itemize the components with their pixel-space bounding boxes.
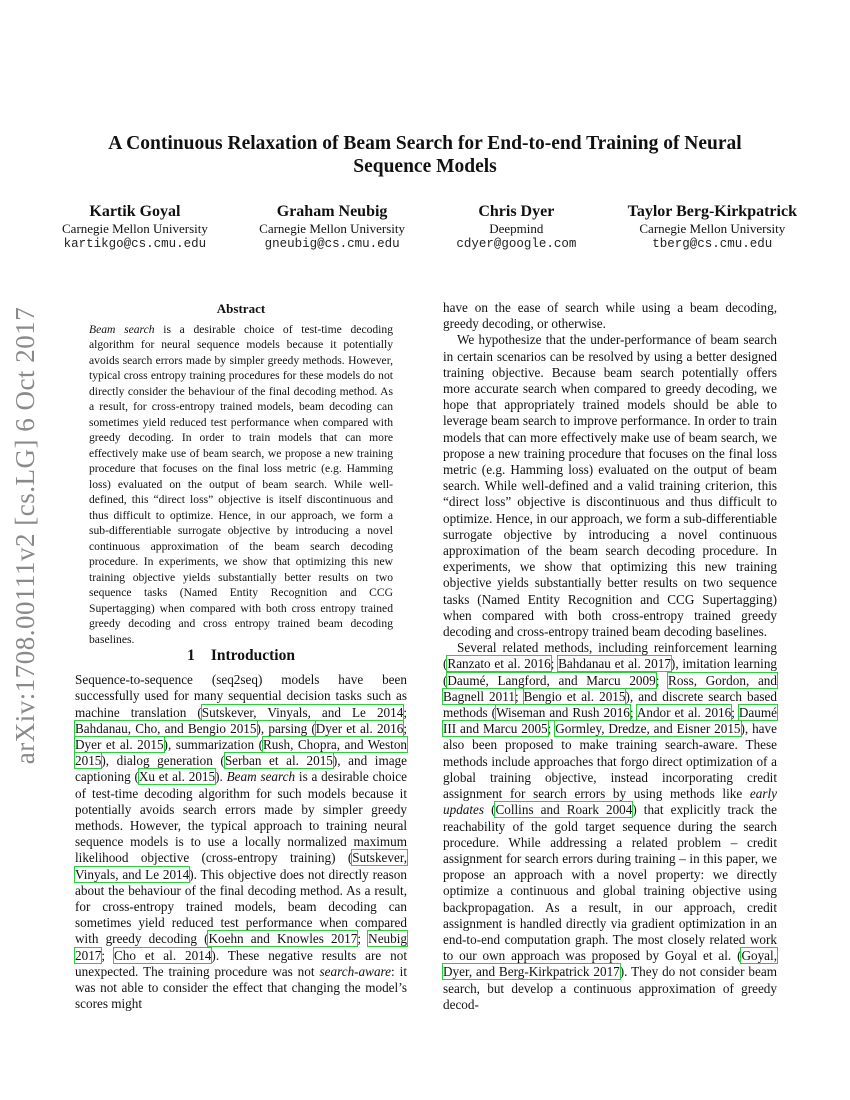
citation-link[interactable]: Bengio et al. 2015 bbox=[523, 688, 626, 704]
text-run: ), have also been proposed to make training search-aware. These methods include approaches that forgo direct optimization of a global training objective, instead incorporating credit assignment for search errors by using methods like bbox=[443, 721, 777, 802]
arxiv-id: arXiv:1708.00111v2 [cs.LG] 6 Oct 2017 bbox=[10, 306, 41, 764]
author-name: Chris Dyer bbox=[478, 203, 555, 220]
text-run: ). This objective does not directly reason about the behaviour of the final decoding method. As a result, for cross-entropy trained models, beam decoding can sometimes yield reduced test performance when compared with greedy decoding ( bbox=[75, 866, 407, 947]
text-run: ; bbox=[514, 688, 524, 704]
citation-link[interactable]: Neubig 2017 bbox=[75, 931, 407, 963]
text-run: ), summarization ( bbox=[163, 737, 263, 753]
emphasis: Beam search bbox=[226, 769, 296, 785]
citation-link[interactable]: Sutskever, Vinyals, and Le 2014 bbox=[201, 704, 404, 720]
text-run: ; bbox=[403, 704, 407, 720]
author-affiliation: Carnegie Mellon University bbox=[639, 221, 786, 236]
text-run: : it was not able to consider the effect that changing the model’s scores might bbox=[75, 963, 408, 1012]
citation-link[interactable]: Ranzato et al. 2016 bbox=[447, 656, 551, 672]
citation-link[interactable]: Bahdanau, Cho, and Bengio 2015 bbox=[75, 720, 257, 736]
author-name: Taylor Berg-Kirkpatrick bbox=[627, 203, 797, 220]
text-run: ( bbox=[484, 802, 496, 818]
emphasis: search-aware bbox=[319, 963, 392, 979]
emphasis: early updates bbox=[443, 786, 777, 818]
citation-link[interactable]: Daumé III and Marcu 2005 bbox=[443, 705, 777, 737]
citation-link[interactable]: Cho et al. 2014 bbox=[113, 947, 212, 963]
citation-link[interactable]: Goyal, Dyer, and Berg-Kirkpatrick 2017 bbox=[443, 948, 777, 980]
text-run: ), and image captioning ( bbox=[75, 753, 408, 785]
author-list bbox=[62, 203, 797, 252]
citation-link[interactable]: Gormley, Dredze, and Eisner 2015 bbox=[555, 721, 741, 737]
citation-link[interactable]: Rush, Chopra, and Weston 2015 bbox=[75, 737, 408, 769]
text-run: ; bbox=[101, 947, 114, 963]
citation-link[interactable]: Koehn and Knowles 2017 bbox=[208, 931, 358, 947]
text-run: Several related methods, including reinforcement learning ( bbox=[443, 640, 777, 672]
author-block bbox=[259, 203, 405, 252]
text-run: ; bbox=[731, 705, 739, 721]
citation-link[interactable]: Sutskever, Vinyals, and Le 2014 bbox=[75, 850, 407, 882]
text-run: ), imitation learning ( bbox=[443, 656, 778, 688]
citation-link[interactable]: Dyer et al. 2015 bbox=[75, 737, 164, 753]
author-block bbox=[456, 203, 576, 252]
text-run: ; bbox=[547, 721, 556, 737]
citation-link[interactable]: Ross, Gordon, and Bagnell 2011 bbox=[443, 672, 777, 704]
text-run: ; bbox=[629, 705, 637, 721]
citation-link[interactable]: Xu et al. 2015 bbox=[138, 769, 216, 785]
text-run: ; bbox=[403, 720, 407, 736]
text-run: Sequence-to-sequence (seq2seq) models have been successfully used for many sequential decision tasks such as machine translation ( bbox=[75, 672, 407, 720]
abstract-body: is a desirable choice of test-time decoding algorithm for neural sequence models because it potentially avoids search errors made by simpler greedy methods. However, typical cross entropy training procedures for these models do not directly consider the behaviour of the final decoding method. As a result, for cross-entropy trained models, beam decoding can sometimes yield reduced test performance when compared with greedy decoding. In order to train models that can more effectively make use of beam search, we propose a new training procedure that focuses on the final loss metric (e.g. Hamming loss) evaluated on the output of beam search. While well-defined, this “direct loss” objective is itself discontinuous and thus difficult to optimize. Hence, in our approach, we form a sub-differentiable surrogate objective by introducing a novel continuous approximation of the beam search decoding procedure. In experiments, we show that optimizing this new training objective yields substantially better results on two sequence tasks (Named Entity Recognition and CCG Supertagging) when compared with both cross entropy trained greedy decoding and cross entropy trained beam decoding baselines. bbox=[89, 322, 393, 646]
section-heading bbox=[75, 648, 407, 664]
author-email: gneubig@cs.cmu.edu bbox=[264, 237, 400, 251]
text-run: ), and discrete search based methods ( bbox=[443, 688, 777, 721]
text-run: ), parsing ( bbox=[256, 720, 316, 736]
author-block bbox=[62, 203, 208, 252]
text-run: ). They do not consider beam search, but develop a continuous approximation of greedy decod- bbox=[443, 964, 777, 1012]
text-run: ; bbox=[550, 656, 559, 672]
paper-title: A Continuous Relaxation of Beam Search for End-to-end Training of Neural Sequence Models bbox=[108, 133, 742, 177]
abstract-heading: Abstract bbox=[216, 301, 266, 316]
text-run: ; bbox=[655, 672, 669, 688]
author-block bbox=[628, 203, 797, 252]
related-methods-paragraph bbox=[443, 640, 777, 1013]
text-run: ). These negative results are not unexpected. The training procedure was not bbox=[75, 947, 407, 979]
citation-link[interactable]: Bahdanau et al. 2017 bbox=[558, 656, 671, 672]
citation-link[interactable]: Serban et al. 2015 bbox=[224, 753, 333, 769]
arxiv-watermark bbox=[6, 300, 46, 770]
citation-link[interactable]: Wiseman and Rush 2016 bbox=[496, 705, 630, 721]
author-affiliation: Deepmind bbox=[489, 221, 544, 236]
citation-link[interactable]: Dyer et al. 2016 bbox=[315, 720, 404, 736]
text-run: ; bbox=[357, 931, 369, 947]
author-email: tberg@cs.cmu.edu bbox=[652, 237, 773, 251]
text-run: ), dialog generation ( bbox=[101, 753, 225, 769]
citation-link[interactable]: Collins and Roark 2004 bbox=[495, 802, 633, 818]
author-email: cdyer@google.com bbox=[456, 237, 577, 251]
right-column bbox=[443, 300, 777, 1013]
author-name: Kartik Goyal bbox=[89, 203, 181, 220]
intro-paragraph bbox=[75, 672, 407, 1012]
author-name: Graham Neubig bbox=[276, 203, 388, 220]
section-title: Introduction bbox=[210, 647, 295, 664]
text-run: ) that explicitly track the reachability of the gold target sequence during the search procedure. While addressing a related problem – credit assignment for search errors during training – in this paper, we propose an approach with a novel property: we directly optimize a continuous and global training objective using backpropagation. As a result, in our approach, credit assignment is handled directly via gradient optimization in an end-to-end computation graph. The most closely related work to our own approach was proposed by Goyal et al. ( bbox=[443, 802, 777, 964]
author-email: kartikgo@cs.cmu.edu bbox=[63, 237, 207, 251]
text-run: is a desirable choice of test-time decoding algorithm for such models because it potentially avoids search errors made by simpler greedy methods. However, the typical approach to training neural sequence models is to use a locally normalized maximum likelihood objective (cross-entropy training) ( bbox=[75, 769, 407, 866]
section-number: 1 bbox=[187, 647, 195, 664]
continued-paragraph: have on the ease of search while using a beam decoding, greedy decoding, or otherwise. bbox=[443, 300, 777, 332]
author-affiliation: Carnegie Mellon University bbox=[62, 221, 208, 236]
hypothesis-paragraph: We hypothesize that the under-performance of beam search in certain scenarios can be resolved by using a better designed training objective. Because beam search potentially offers more accurate search when compared to greedy decoding, we hope that appropriately trained models should be able to leverage beam search to improve performance. In order to train models that can more effectively make use of beam search, we propose a new training procedure that focuses on the final loss metric (e.g. Hamming loss) evaluated on the output of beam search. While well-defined and a valid training criterion, this “direct loss” objective is discontinuous and thus difficult to optimize. Hence, in our approach, we form a sub-differentiable surrogate objective by introducing a novel continuous approximation of the beam search decoding procedure. In experiments, we show that optimizing this new training objective yields substantially better results on two sequence tasks (Named Entity Recognition and CCG Supertagging) when compared with both cross-entropy trained greedy decoding and cross-entropy trained beam decoding baselines. bbox=[443, 332, 777, 640]
citation-link[interactable]: Andor et al. 2016 bbox=[636, 705, 732, 721]
abstract-text bbox=[89, 322, 393, 648]
abstract-section bbox=[89, 301, 393, 647]
author-affiliation: Carnegie Mellon University bbox=[259, 221, 406, 236]
introduction-section bbox=[75, 648, 407, 1012]
text-run: ). bbox=[215, 769, 227, 785]
citation-link[interactable]: Daumé, Langford, and Marcu 2009 bbox=[447, 672, 656, 688]
abstract-lead: Beam search bbox=[89, 322, 155, 336]
